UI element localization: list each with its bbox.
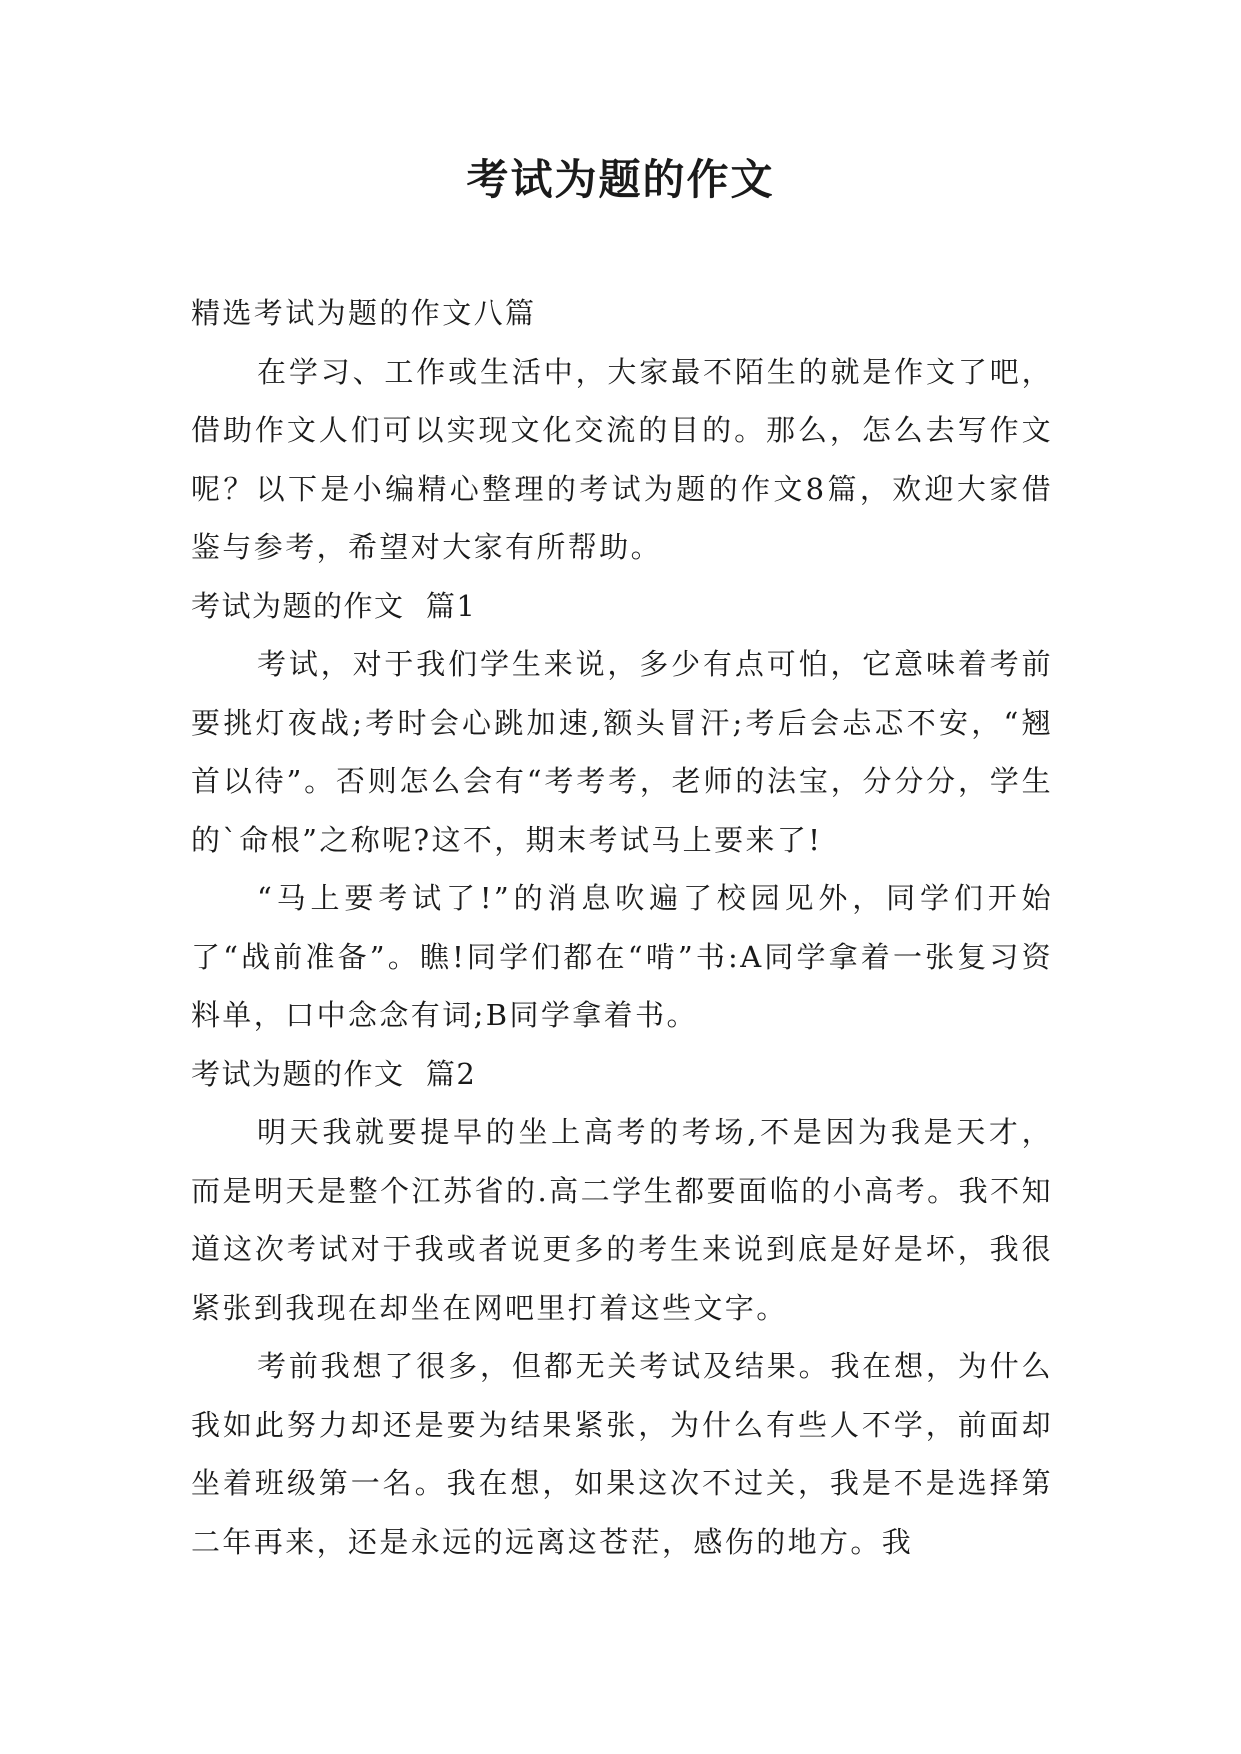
document-subtitle: 精选考试为题的作文八篇: [191, 296, 537, 330]
section-paragraph: 考试，对于我们学生来说，多少有点可怕，它意味着考前要挑灯夜战;考时会心跳加速,额头冒汗;考后会忐忑不安，“翘首以待”。否则怎么会有“考考考，老师的法宝，分分分，学生的`命根”之称呢?这不，期末考试马上要来了!: [191, 647, 1053, 857]
section-heading: 考试为题的作文 篇2: [191, 1056, 477, 1091]
document-title: 考试为题的作文: [466, 155, 775, 204]
intro-paragraph: 在学习、工作或生活中，大家最不陌生的就是作文了吧，借助作文人们可以实现文化交流的目的。那么，怎么去写作文呢？以下是小编精心整理的考试为题的作文8篇，欢迎大家借鉴与参考，希望对大家有所帮助。: [191, 354, 1053, 564]
section-paragraph: 考前我想了很多，但都无关考试及结果。我在想，为什么我如此努力却还是要为结果紧张，为什么有些人不学，前面却坐着班级第一名。我在想，如果这次不过关，我是不是选择第二年再来，还是永远的远离这苍茫，感伤的地方。我: [191, 1349, 1053, 1559]
section-paragraph: “马上要考试了!”的消息吹遍了校园见外，同学们开始了“战前准备”。瞧!同学们都在“啃”书:A同学拿着一张复习资料单，口中念念有词;B同学拿着书。: [191, 881, 1053, 1032]
section-heading: 考试为题的作文 篇1: [191, 588, 477, 623]
document-body: [191, 284, 1053, 1571]
section-paragraph: 明天我就要提早的坐上高考的考场,不是因为我是天才，而是明天是整个江苏省的.高二学生都要面临的小高考。我不知道这次考试对于我或者说更多的考生来说到底是好是坏，我很紧张到我现在却坐在网吧里打着这些文字。: [191, 1115, 1053, 1325]
